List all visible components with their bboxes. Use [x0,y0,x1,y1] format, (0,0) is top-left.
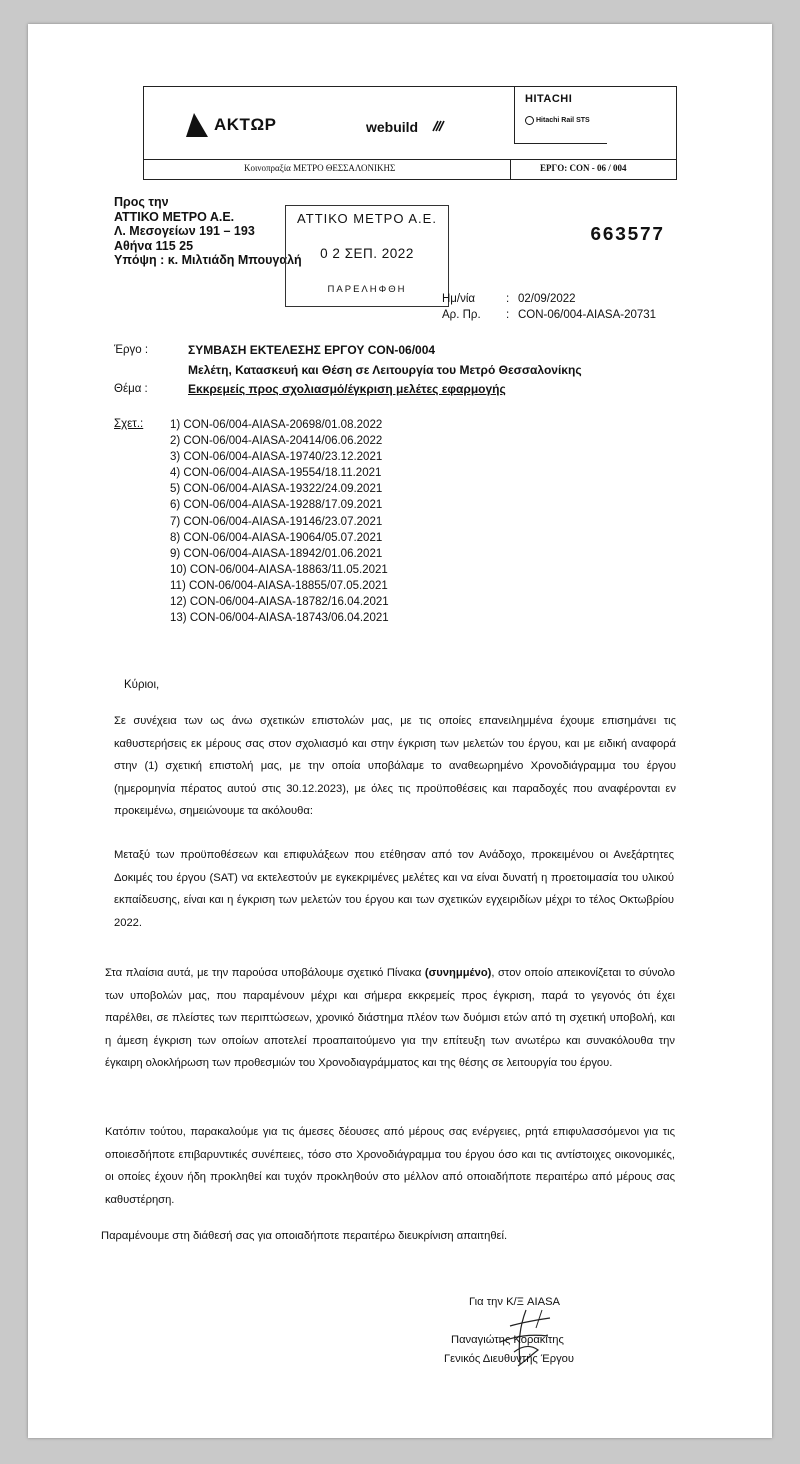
paragraph-4: Κατόπιν τούτου, παρακαλούμε για τις άμεσες δέουσες από μέρους σας ενέργειες, ρητά επιφυλασσόμενοι για τις οποιεσδήποτε επιβαρυντικές συνέπειες, τόσο στο Χρονοδιάγραμμα του έργου όσο και τις αντίστοιχες οικονομικές, οι οποίες έχουν ήδη προκληθεί και τυχόν προκληθούν στο μέλλον από οποιαδήποτε περαιτέρω από μέρους σας καθυστέρηση. [105,1126,675,1206]
reference-item: 6) CON-06/004-AIASA-19288/17.09.2021 [170,499,383,512]
signatory-name: Παναγιώτης Κορακίτης [451,1334,564,1346]
reference-item: 12) CON-06/004-AIASA-18782/16.04.2021 [170,596,389,609]
consortium-name: Κοινοπραξία ΜΕΤΡΟ ΘΕΣΣΑΛΟΝΙΚΗΣ [244,163,396,173]
letterhead-divider [510,160,511,179]
recipient-line: Λ. Μεσογείων 191 – 193 [114,224,255,238]
paragraph-2: Μεταξύ των προϋποθέσεων και επιφυλάξεων που ετέθησαν από τον Ανάδοχο, προκειμένου οι Ανεξάρτητες Δοκιμές του έργου (SAT) να εκτελεστούν με εγκεκριμένες μελέτες και να είναι δυνατή η προετοιμασία του υλικού εκπαίδευσης, είναι και η έγκριση των μελετών του έργου και των σχετικών εγχειριδίων μέχρι το τέλος Οκτωβρίου 2022. [114,849,674,929]
paragraph-3 [105,962,675,1075]
webuild-stripes-icon [432,120,446,132]
hitachi-logo-box [514,87,607,144]
salutation: Κύριοι, [124,679,160,691]
recipient-line: ΑΤΤΙΚΟ ΜΕΤΡΟ Α.Ε. [114,209,235,224]
hitachi-rail-circle-icon [525,116,534,125]
reference-item: 9) CON-06/004-AIASA-18942/01.06.2021 [170,547,383,560]
letterhead [143,86,677,180]
project-label: Έργο : [114,344,149,356]
hitachi-rail-text: Hitachi Rail STS [536,117,590,124]
reference-item: 10) CON-06/004-AIASA-18863/11.05.2021 [170,563,388,576]
letterhead-footer [144,160,676,179]
aktor-triangle-icon [186,113,208,137]
reference-item: 3) CON-06/004-AIASA-19740/23.12.2021 [170,451,383,464]
signature-for: Για την Κ/Ξ AIASA [469,1296,560,1308]
paragraph-5: Παραμένουμε στη διάθεσή σας για οποιαδήποτε περαιτέρω διευκρίνιση απαιτηθεί. [101,1230,508,1242]
recipient-line: Αθήνα 115 25 [114,238,194,253]
paragraph-3-attachment: (συνημμένο) [424,967,492,979]
signatory-title: Γενικός Διευθυντής Έργου [444,1353,574,1365]
recipient-line: Υπόψη : κ. Μιλτιάδη Μπουγαλή [114,253,302,267]
hitachi-logo-text: HITACHI [525,93,573,105]
protocol-value: CON-06/004-AIASA-20731 [518,309,657,321]
reference-item: 4) CON-06/004-AIASA-19554/18.11.2021 [170,467,382,480]
paragraph-1: Σε συνέχεια των ως άνω σχετικών επιστολών μας, με τις οποίες επανειλημμένα έχουμε επισημάνει τις καθυστερήσεις εκ μέρους σας στον σχολιασμό και στην έγκριση των μελετών του έργου, και με ειδική αναφορά στην (1) σχετική επιστολή μας, με την οποία υποβάλαμε το αναθεωρημένο Χρονοδιάγραμμα του έργου (ημερομηνία πέρατος αυτού στις 30.12.2023), με όλες τις προϋποθέσεις και παραδοχές που αναφέρονται εν προκειμένω, σημειώνουμε τα ακόλουθα: [114,715,676,817]
reference-item: 7) CON-06/004-AIASA-19146/23.07.2021 [170,515,383,528]
reference-item: 8) CON-06/004-AIASA-19064/05.07.2021 [170,531,383,544]
paragraph-3-part-a: Στα πλαίσια αυτά, με την παρούσα υποβάλουμε σχετικό Πίνακα [105,967,425,979]
date-label: Ημ/νία [442,293,476,305]
protocol-label: Αρ. Πρ. [442,309,481,321]
date-value: 02/09/2022 [518,293,576,305]
project-code: ΕΡΓΟ: CON - 06 / 004 [540,163,627,173]
paragraph-3-part-c: , στον οποίο απεικονίζεται το σύνολο των υποβολών μας, που παραμένουν μέχρι και σήμερα εκκρεμείς προς έγκριση, παρά το γεγονός ότι έχει παρέλθει, σε πλείστες των περιπτώσεων, χρονικό διάστημα πλέον των δυόμισι ετών από τη σχετική υποβολή, και η άμεση έγκριση των οποίων αποτελεί προαπαιτούμενο για την επίτευξη των ανωτέρω και συνακόλουθα την έγκαιρη ολοκλήρωση των προθεσμιών του Χρονοδιαγράμματος και της θέσης σε λειτουργία του έργου. [105,967,675,1069]
reference-item: 5) CON-06/004-AIASA-19322/24.09.2021 [170,483,383,496]
topic-text: Εκκρεμείς προς σχολιασμό/έγκριση μελέτες εφαρμογής [188,382,506,396]
reference-item: 13) CON-06/004-AIASA-18743/06.04.2021 [170,612,389,625]
aktor-logo-text: AKTΩP [214,115,277,134]
stamp-company: ΑΤΤΙΚΟ ΜΕΤΡΟ Α.Ε. [297,211,437,226]
recipient-block [114,195,302,268]
letterhead-logos [144,87,676,160]
document-number: 663577 [590,224,665,246]
reference-item: 2) CON-06/004-AIASA-20414/06.06.2022 [170,435,383,448]
hitachi-rail-logo [525,116,590,125]
letter-meta: Ημ/νία : 02/09/2022 Αρ. Πρ. : CON-06/004-AIASA-20731 [442,293,657,321]
reference-item: 1) CON-06/004-AIASA-20698/01.08.2022 [170,419,383,431]
topic-label: Θέμα : [114,383,148,395]
aktor-logo [186,113,306,139]
webuild-logo-text: webuild [366,119,419,135]
project-title: ΣΥΜΒΑΣΗ ΕΚΤΕΛΕΣΗΣ ΕΡΓΟΥ CON-06/004 [188,343,436,357]
project-subtitle: Μελέτη, Κατασκευή και Θέση σε Λειτουργία του Μετρό Θεσσαλονίκης [188,363,582,377]
letter-page [28,24,772,1438]
recipient-line: Προς την [114,195,169,209]
stamp-received: ΠΑΡΕΛΗΦΘΗ [327,284,407,295]
stamp-date: 0 2 ΣΕΠ. 2022 [320,246,414,261]
references-label: Σχετ.: [114,418,144,430]
received-stamp [285,205,449,307]
references-list [170,417,389,626]
reference-item: 11) CON-06/004-AIASA-18855/07.05.2021 [170,579,388,592]
